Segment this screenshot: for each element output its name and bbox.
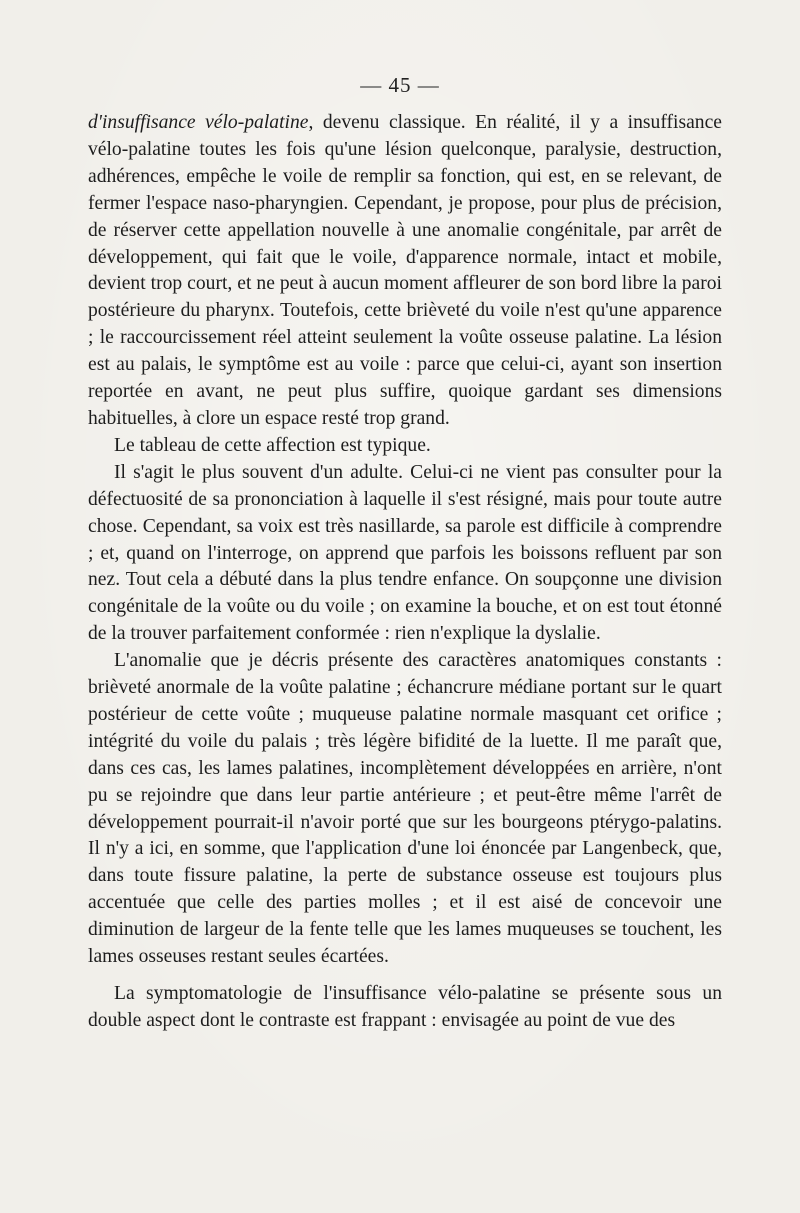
- paragraph-5: La symptomatologie de l'insuffisance vélo-palatine se présente sous un double aspect dont le contraste est frappant : envisagée au point de vue des: [88, 983, 722, 1031]
- page-number: — 45 —: [360, 73, 440, 97]
- italic-term: d'insuffisance vélo-palatine: [88, 112, 309, 133]
- paragraph-1-text: , devenu classique. En réalité, il y a insuffisance vélo-palatine toutes les fois qu'une lésion quelconque, paralysie, destruction, adhérences, empêche le voile de remplir sa fonction, qui est, en se relevant, de fermer l'espace naso-pharyngien. Cependant, je propose, pour plus de précision, de réserver cette appellation nouvelle à une anomalie congénitale, par arrêt de développement, qui fait que le voile, d'apparence normale, intact et mobile, devient trop court, et ne peut à aucun moment affleurer de son bord libre la paroi postérieure du pharynx. Toutefois, cette brièveté du voile n'est qu'une apparence ; le raccourcissement réel atteint seulement la voûte osseuse palatine. La lésion est au palais, le symptôme est au voile : parce que celui-ci, ayant son insertion reportée en avant, ne peut plus suffire, quoique gardant ses dimensions habituelles, à clore un espace resté trop grand.: [88, 112, 722, 429]
- paragraph-1: [88, 110, 722, 433]
- paragraph-3: Il s'agit le plus souvent d'un adulte. Celui-ci ne vient pas consulter pour la défectuosité de sa prononciation à laquelle il s'est résigné, mais pour toute autre chose. Cependant, sa voix est très nasillarde, sa parole est difficile à comprendre ; et, quand on l'interroge, on apprend que parfois les boissons refluent par son nez. Tout cela a débuté dans la plus tendre enfance. On soupçonne une division congénitale de la voûte ou du voile ; on examine la bouche, et on est tout étonné de la trouver parfaitement conformée : rien n'explique la dyslalie.: [88, 461, 722, 645]
- paragraph-2: Le tableau de cette affection est typique.: [114, 434, 431, 456]
- paragraph-4: L'anomalie que je décris présente des caractères anatomiques constants : brièveté anormale de la voûte palatine ; échancrure médiane portant sur le quart postérieur de cette voûte ; muqueuse palatine normale masquant cet orifice ; intégrité du voile du palais ; très légère bifidité de la luette. Il me paraît que, dans ces cas, les lames palatines, incomplètement développées en arrière, n'ont pu se rejoindre que dans leur partie antérieure ; et peut-être même l'arrêt de développement pourrait-il n'avoir porté que sur les bourgeons ptérygo-palatins. Il n'y a ici, en somme, que l'application d'une loi énoncée par Langenbeck, que, dans toute fissure palatine, la perte de substance osseuse est toujours plus accentuée que celle des parties molles ; et il est aisé de concevoir une diminution de largeur de la fente telle que les lames muqueuses se touchent, les lames osseuses restant seules écartées.: [88, 650, 722, 968]
- body-text: [88, 110, 722, 1035]
